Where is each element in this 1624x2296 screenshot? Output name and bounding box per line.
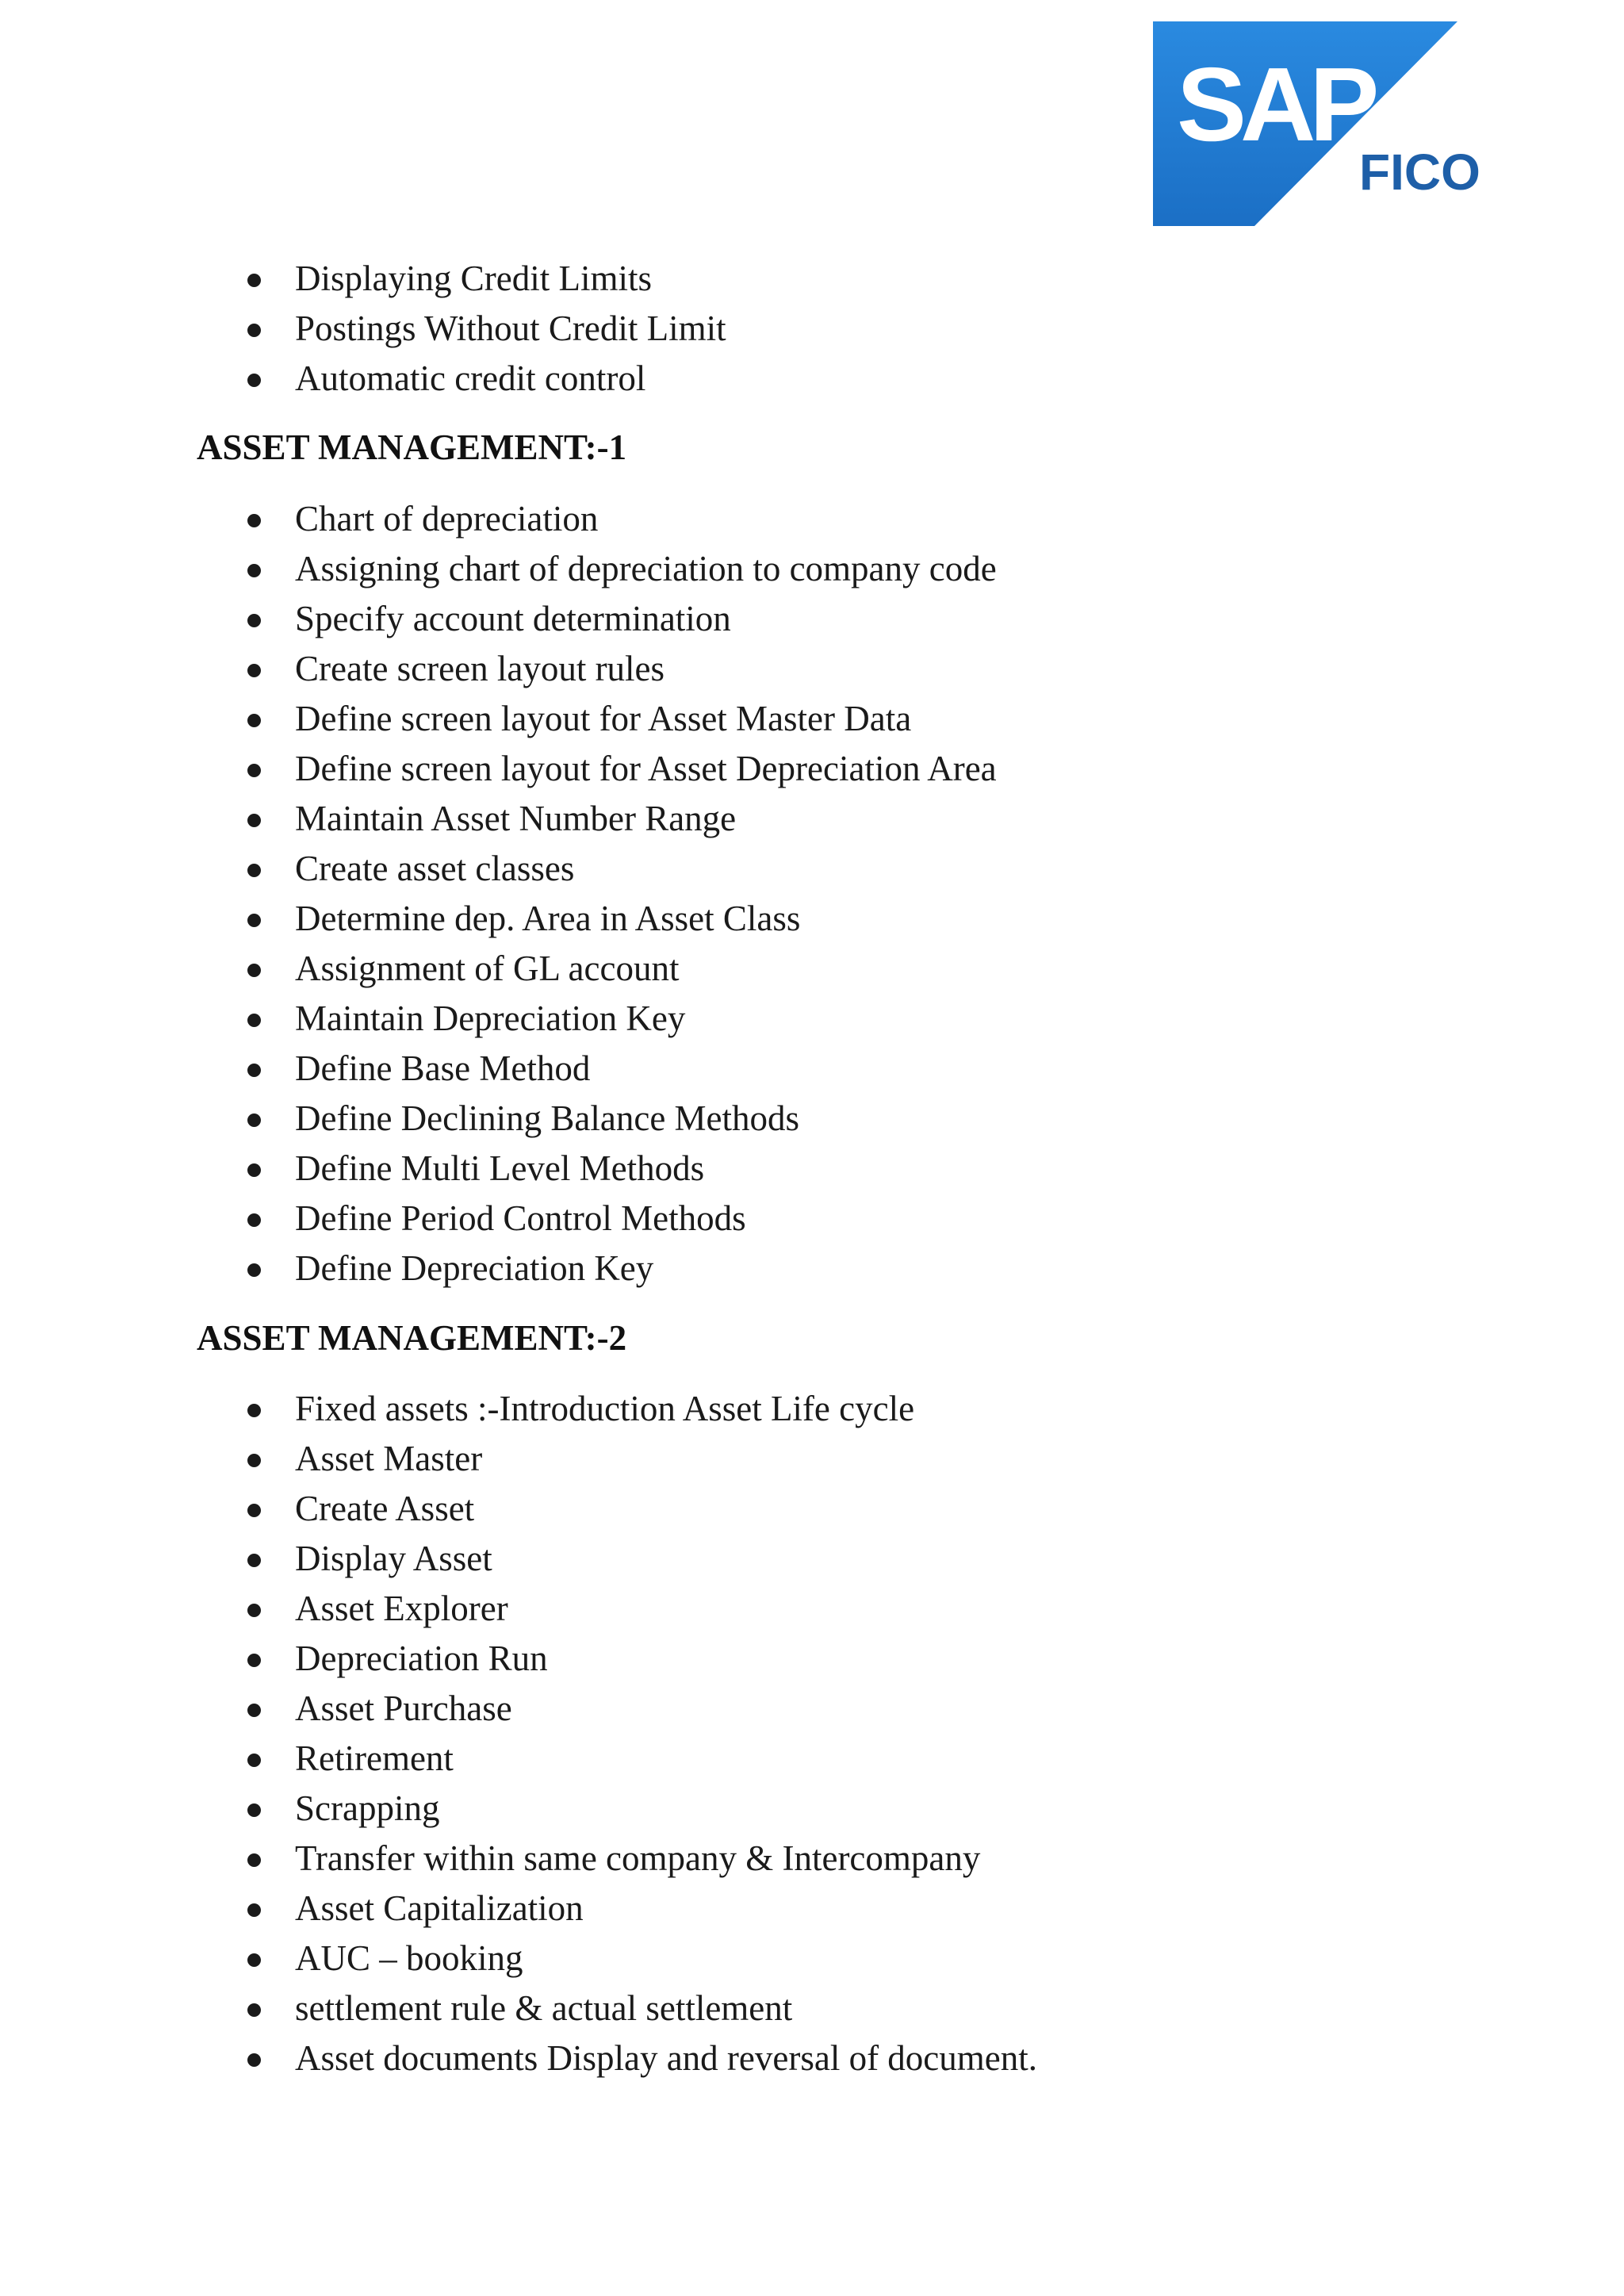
bullet-icon: [247, 1504, 261, 1517]
bullet-icon: [247, 864, 261, 877]
bullet-icon: [247, 1404, 261, 1417]
bullet-icon: [247, 914, 261, 927]
bullet-icon: [247, 714, 261, 727]
bullet-icon: [247, 1803, 261, 1817]
bullet-icon: [247, 814, 261, 827]
bullet-icon: [247, 1554, 261, 1567]
bullet-icon: [247, 1064, 261, 1077]
bullet-icon: [247, 614, 261, 627]
bullet-icon: [247, 274, 261, 287]
bullet-icon: [247, 2003, 261, 2017]
bullet-icon: [247, 664, 261, 677]
bullet-icon: [247, 2053, 261, 2067]
bullet-icon: [247, 764, 261, 777]
bullet-icon: [247, 564, 261, 577]
bullet-icon: [247, 1454, 261, 1467]
bullet-icon: [247, 324, 261, 337]
bullet-icon: [247, 1903, 261, 1917]
bullet-icon: [247, 1014, 261, 1027]
bullet-icon: [247, 1604, 261, 1617]
bullet-icon: [247, 514, 261, 527]
bullet-icon: [247, 1853, 261, 1867]
sap-fico-logo: [1153, 21, 1480, 226]
bullet-icon: [247, 1704, 261, 1717]
section-heading-asset-management-1: ASSET MANAGEMENT:-1: [197, 427, 627, 467]
logo-product-text: FICO: [1359, 144, 1480, 201]
bullet-icon: [247, 1654, 261, 1667]
logo-brand-text: SAP: [1177, 46, 1373, 163]
bullet-icon: [247, 1754, 261, 1767]
bullet-icon: [247, 1953, 261, 1967]
bullet-icon: [247, 1114, 261, 1127]
bullet-icon: [247, 964, 261, 977]
bullet-icon: [247, 1213, 261, 1227]
bullet-icon: [247, 374, 261, 387]
bullet-icon: [247, 1163, 261, 1177]
section-heading-asset-management-2: ASSET MANAGEMENT:-2: [197, 1318, 627, 1358]
bullet-icon: [247, 1263, 261, 1277]
